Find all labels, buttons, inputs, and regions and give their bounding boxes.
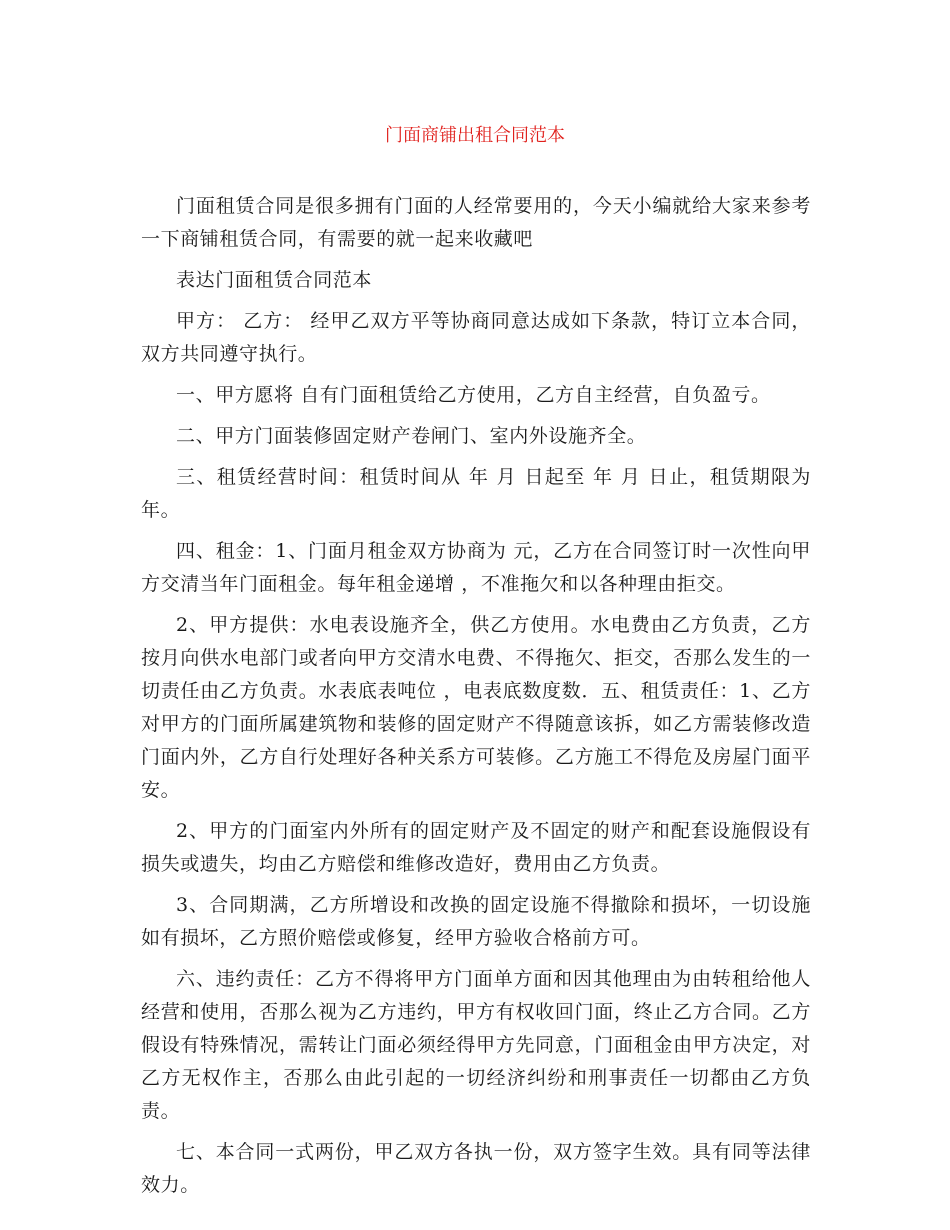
document-body	[141, 190, 811, 1210]
expiry-paragraph: 3、合同期满，乙方所增设和改换的固定设施不得撤除和损坏，一切设施如有损坏，乙方照价赔偿或修复，经甲方验收合格前方可。	[141, 894, 811, 949]
utilities-paragraph: 2、甲方提供：水电表设施齐全，供乙方使用。水电费由乙方负责，乙方按月向供水电部门或者向甲方交清水电费、不得拖欠、拒交，否那么发生的一切责任由乙方负责。水表底表吨位 ，电表底数度数．五、租赁责任：1、乙方对甲方的门面所属建筑物和装修的固定财产不得随意该拆，如乙方需装修改造门面内外，乙方自行处理好各种关系方可装修。乙方施工不得危及房屋门面平安。	[141, 614, 811, 801]
breach-paragraph: 六、违约责任：乙方不得将甲方门面单方面和因其他理由为由转租给他人经营和使用，否那么视为乙方违约，甲方有权收回门面，终止乙方合同。乙方假设有特殊情况，需转让门面必须经得甲方先同意，门面租金由甲方决定，对乙方无权作主，否那么由此引起的一切经济纠纷和刑事责任一切都由乙方负责。	[141, 968, 811, 1122]
clause-2-paragraph: 二、甲方门面装修固定财产卷闸门、室内外设施齐全。	[176, 425, 647, 447]
clause-1-paragraph: 一、甲方愿将 自有门面租赁给乙方使用，乙方自主经营，自负盈亏。	[176, 384, 771, 406]
document-title: 门面商铺出租合同范本	[385, 125, 565, 146]
intro-paragraph: 门面租赁合同是很多拥有门面的人经常要用的，今天小编就给大家来参考一下商铺租赁合同，有需要的就一起来收藏吧	[141, 195, 811, 250]
parties-paragraph: 甲方： 乙方： 经甲乙双方平等协商同意达成如下条款，特订立本合同，双方共同遵守执行。	[141, 310, 811, 365]
clause-4-paragraph: 四、租金：1、门面月租金双方协商为 元，乙方在合同签订时一次性向甲方交清当年门面租金。每年租金递增 ，不准拖欠和以各种理由拒交。	[141, 540, 811, 595]
clause-3-paragraph: 三、租赁经营时间：租赁时间从 年 月 日起至 年 月 日止，租赁期限为 年。	[141, 466, 811, 521]
loss-paragraph: 2、甲方的门面室内外所有的固定财产及不固定的财产和配套设施假设有损失或遗失，均由乙方赔偿和维修改造好，费用由乙方负责。	[141, 820, 811, 875]
copies-paragraph: 七、本合同一式两份，甲乙双方各执一份，双方签字生效。具有同等法律效力。	[141, 1141, 811, 1196]
subtitle-paragraph: 表达门面租赁合同范本	[176, 269, 373, 291]
